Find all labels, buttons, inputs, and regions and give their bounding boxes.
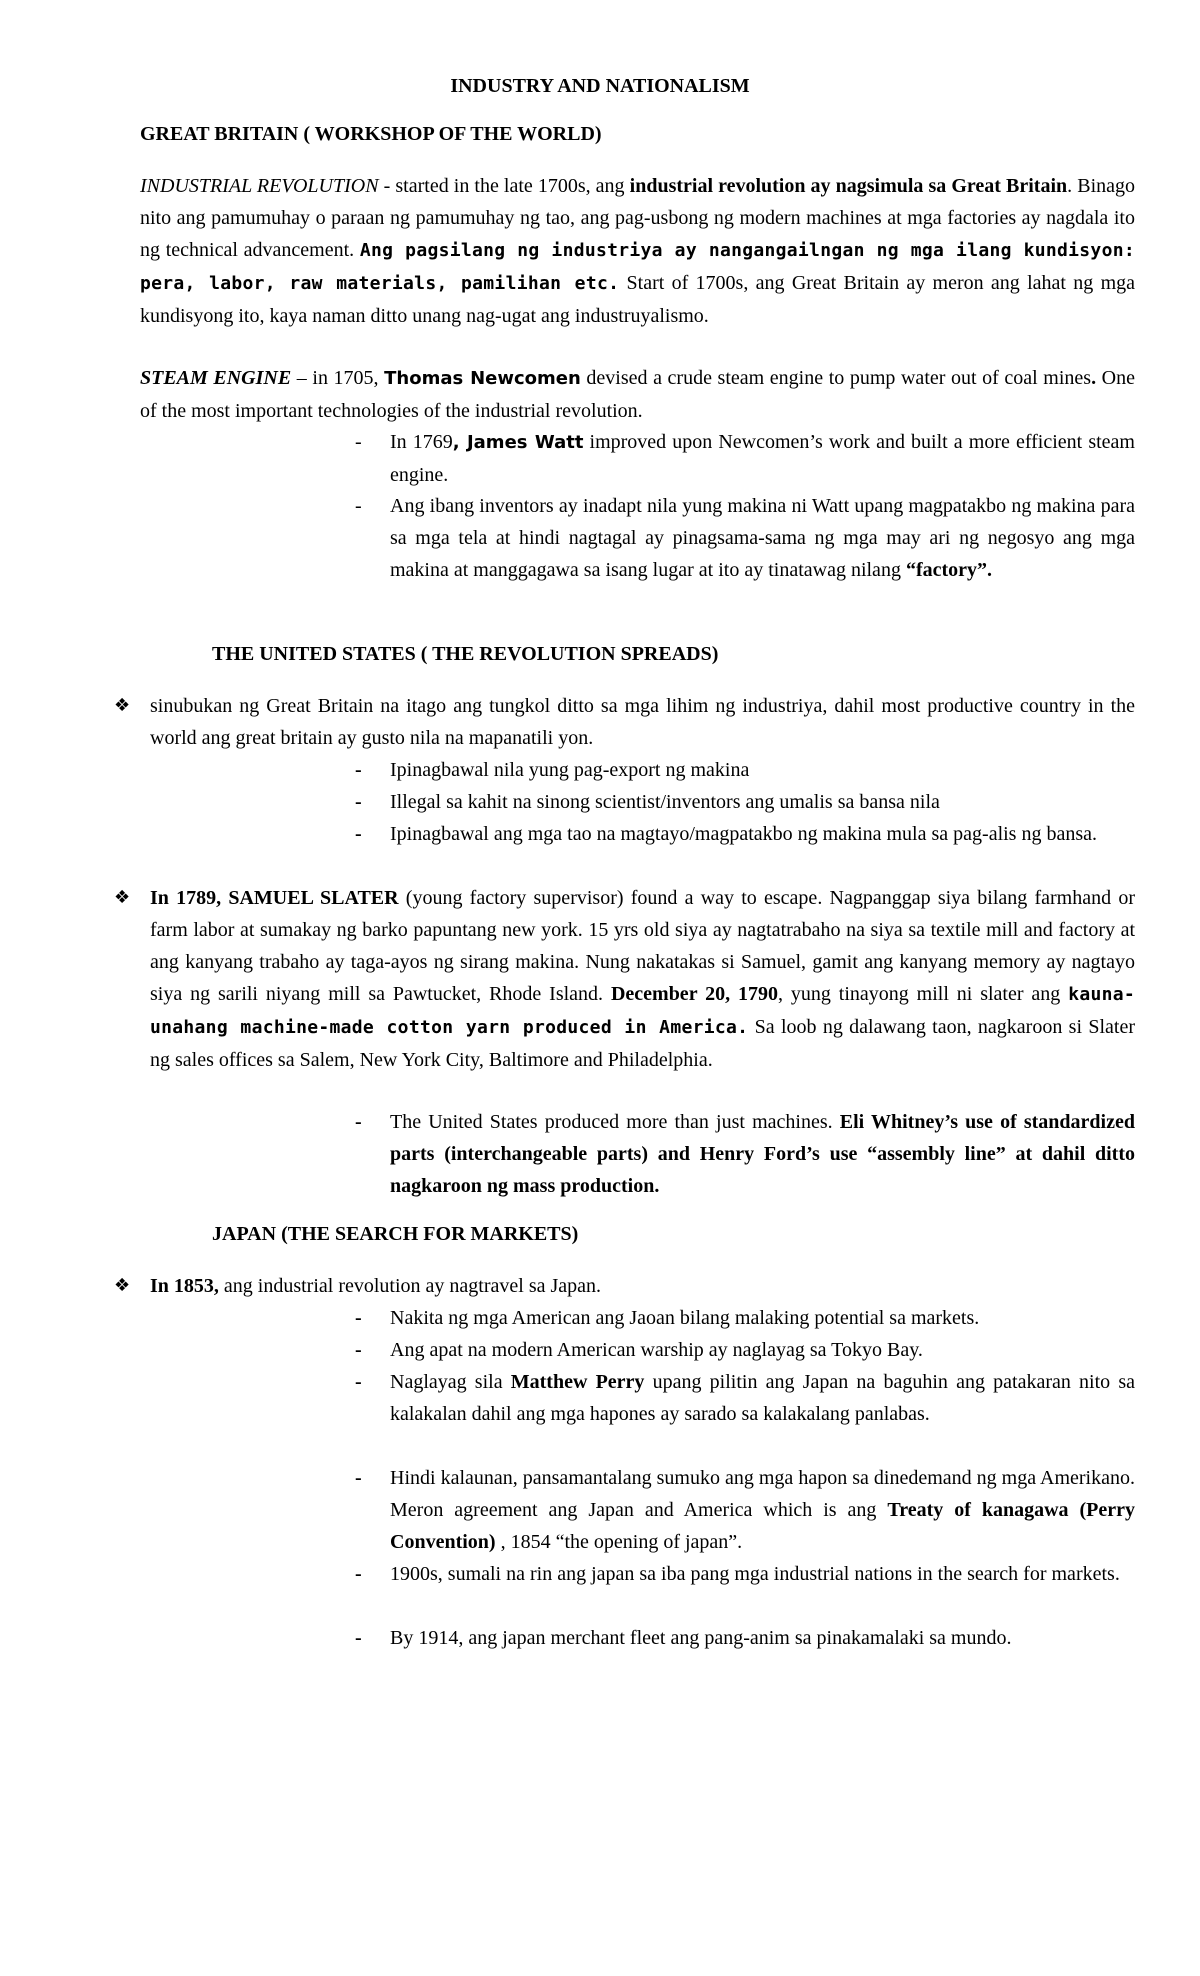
document-title: INDUSTRY AND NATIONALISM — [450, 75, 750, 97]
text-span: , yung tinayong mill ni slater ang — [777, 983, 1069, 1005]
bold-span: In 1853, — [150, 1275, 219, 1297]
bold-span: industrial revolution ay nagsimula sa Great Britain — [629, 175, 1068, 197]
bold-span: . — [1091, 367, 1097, 389]
term-steam-engine: STEAM ENGINE — [140, 367, 292, 389]
text-span: , 1854 “the opening of japan”. — [495, 1531, 743, 1553]
diamond-bullet-icon: ❖ — [114, 695, 131, 716]
text-span: improved upon Newcomen’s work and built a more efficient steam engine. — [390, 431, 1135, 486]
text-span: – in 1705, — [291, 367, 385, 389]
bold-span: Treaty of kanagawa (Perry Convention) — [390, 1499, 1136, 1553]
term-industrial-revolution: INDUSTRIAL REVOLUTION — [140, 175, 379, 197]
text-span: In 1769 — [390, 431, 453, 453]
bold-span: “factory”. — [905, 559, 993, 581]
text-span: The United States produced more than just machines. — [390, 1111, 840, 1133]
bold-span: Ang pagsilang ng industriya ay nangangailngan ng mga ilang kundisyon: pera, labor, raw materials, pamilihan etc. — [140, 240, 1135, 294]
dash-marker: - — [355, 1563, 362, 1585]
dash-marker: - — [355, 495, 362, 517]
text-span: upang pilitin ang Japan na baguhin ang patakaran nito sa kalakalan dahil ang mga hapones ay sarado sa kalakalang panlabas. — [390, 1371, 1135, 1425]
text-span: ang industrial revolution ay nagtravel sa Japan. — [218, 1275, 602, 1297]
sub-item-inventor-ban: Illegal sa kahit na sinong scientist/inventors ang umalis sa bansa nila — [390, 791, 940, 813]
dash-marker: - — [355, 431, 362, 453]
sub-item-machine-ban: Ipinagbawal ang mga tao na magtayo/magpatakbo ng makina mula sa pag-alis ng bansa. — [390, 823, 1098, 845]
text-span: Naglayag sila — [390, 1371, 511, 1393]
sub-item-merchant-fleet: By 1914, ang japan merchant fleet ang pang-anim sa pinakamalaki sa mundo. — [390, 1627, 1012, 1649]
text-span: (young factory supervisor) found a way to escape. Nagpanggap siya bilang farmhand or farm labor at sumakay ng barko papuntang new york. 15 yrs old siya ay nagtatrabaho na siya sa textile mill and factory at ang kanyang trabaho ay taga-ayos ng sirang makina. Nung nakatakas si Samuel, gamit ang kanyang memory ay nagtayo siya ng sarili niyang mill sa Pawtucket, Rhode Island. — [150, 887, 1135, 1005]
sub-item-treaty-of-kanagawa — [390, 1462, 1135, 1558]
bold-span: December 20, 1790 — [610, 983, 778, 1005]
paragraph-japan-1853 — [150, 1270, 1135, 1302]
text-span: Sa loob ng dalawang taon, nagkaroon si Slater ng sales offices sa Salem, New York City, Baltimore and Philadelphia. — [150, 1016, 1135, 1071]
text-span: Hindi kalaunan, pansamantalang sumuko ang mga hapon sa dinedemand ng mga Amerikano. Meron agreement ang Japan and America which is ang — [390, 1467, 1135, 1521]
sub-item-warships: Ang apat na modern American warship ay naglayag sa Tokyo Bay. — [390, 1339, 923, 1361]
text-span: One of the most important technologies of the industrial revolution. — [140, 367, 1135, 422]
bold-span: Matthew Perry — [510, 1371, 645, 1393]
sub-item-mass-production — [390, 1106, 1135, 1202]
dash-marker: - — [355, 1467, 362, 1489]
bold-span: Eli Whitney’s use of standardized parts (interchangeable parts) and Henry Ford’s use “assembly line” at dahil ditto nagkaroon ng mass production. — [390, 1111, 1135, 1197]
sub-item-japan-markets: Nakita ng mga American ang Jaoan bilang malaking potential sa markets. — [390, 1307, 980, 1329]
dash-marker: - — [355, 823, 362, 845]
dash-marker: - — [355, 759, 362, 781]
text-span: Ang ibang inventors ay inadapt nila yung makina ni Watt upang magpatakbo ng makina para sa mga tela at hindi nagtagal ay pinagsama-sama ng mga may ari ng negosyo ang mga makina at manggagawa sa isang lugar at ito ay tinatawag nilang — [390, 495, 1135, 581]
sub-item-1900s: 1900s, sumali na rin ang japan sa iba pang mga industrial nations in the search for markets. — [390, 1563, 1120, 1585]
diamond-bullet-icon: ❖ — [114, 887, 131, 908]
bold-span: kauna-unahang machine-made cotton yarn produced in America. — [150, 984, 1136, 1038]
sub-item-export-ban: Ipinagbawal nila yung pag-export ng makina — [390, 759, 750, 781]
section-heading-united-states: THE UNITED STATES ( THE REVOLUTION SPREADS) — [212, 643, 719, 665]
text-span: devised a crude steam engine to pump water out of coal mines — [580, 367, 1092, 389]
bold-span: In 1789, SAMUEL SLATER — [150, 887, 399, 909]
diamond-bullet-icon: ❖ — [114, 1275, 131, 1296]
section-heading-japan: JAPAN (THE SEARCH FOR MARKETS) — [212, 1223, 579, 1245]
sub-item-james-watt — [390, 426, 1135, 491]
text-span: Start of 1700s, ang Great Britain ay meron ang lahat ng mga kundisyong ito, kaya naman ditto unang nag-ugat ang industruyalismo. — [140, 272, 1135, 327]
dash-marker: - — [355, 1111, 362, 1133]
dash-marker: - — [355, 1339, 362, 1361]
text-span: . Binago nito ang pamumuhay o paraan ng pamumuhay ng tao, ang pag-usbong ng modern machines at mga factories ay nagdala ito ng technical advancement. — [140, 175, 1135, 261]
bold-span: , James Watt — [452, 432, 584, 453]
paragraph-industrial-revolution — [140, 170, 1135, 332]
sub-item-factory — [390, 490, 1135, 586]
text-span: - started in the late 1700s, ang — [378, 175, 630, 197]
section-heading-great-britain: GREAT BRITAIN ( WORKSHOP OF THE WORLD) — [140, 123, 602, 145]
paragraph-us-secrets: sinubukan ng Great Britain na itago ang tungkol ditto sa mga lihim ng industriya, dahil most productive country in the world ang great britain ay gusto nila na mapanatili yon. — [150, 695, 1135, 749]
bold-span: Thomas Newcomen — [384, 368, 581, 389]
dash-marker: - — [355, 1627, 362, 1649]
dash-marker: - — [355, 791, 362, 813]
dash-marker: - — [355, 1371, 362, 1393]
paragraph-samuel-slater — [150, 882, 1135, 1076]
paragraph-steam-engine — [140, 362, 1135, 427]
sub-item-matthew-perry — [390, 1366, 1135, 1430]
dash-marker: - — [355, 1307, 362, 1329]
